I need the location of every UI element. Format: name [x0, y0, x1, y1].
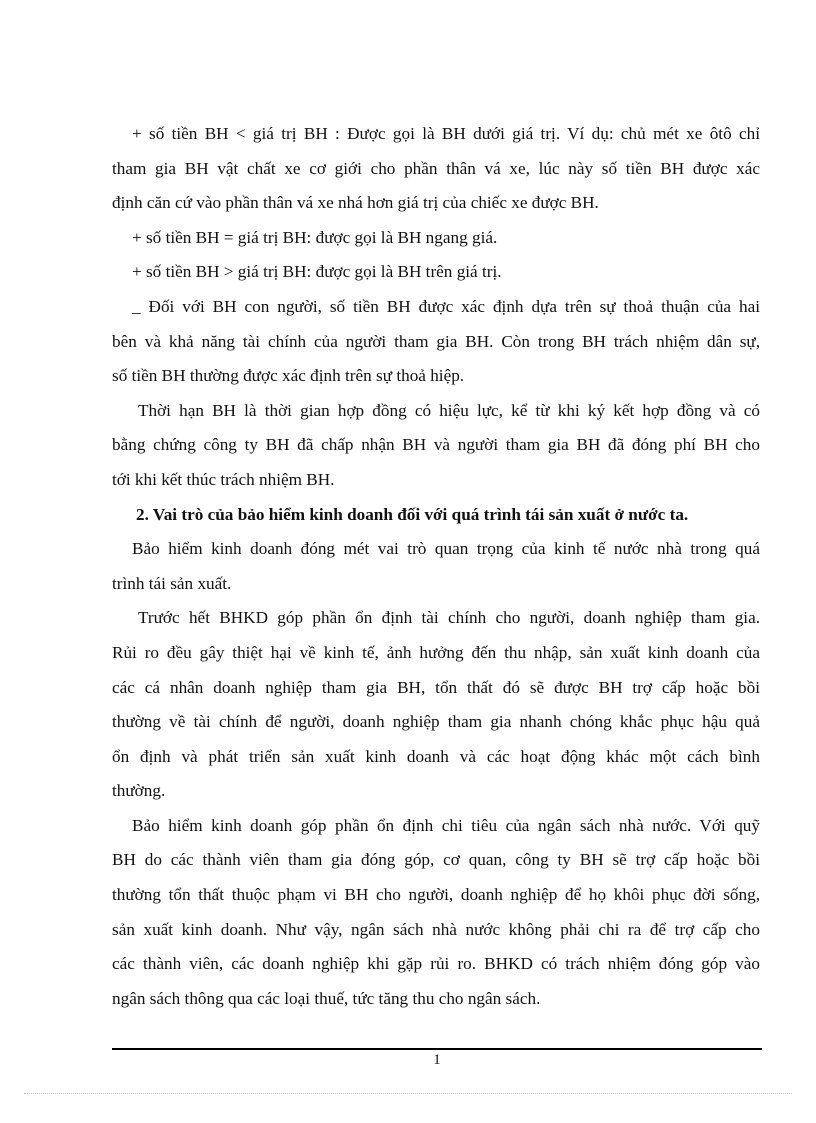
text-line: các cá nhân doanh nghiệp tham gia BH, tổn thất đó sẽ được BH trợ cấp hoặc bồi	[112, 677, 760, 697]
text-line: BH do các thành viên tham gia đóng góp, cơ quan, công ty BH sẽ trợ cấp hoặc bồi	[112, 850, 760, 870]
text-line: tham gia BH vật chất xe cơ giới cho phần thân vá xe, lúc này số tiền BH được xác	[112, 158, 760, 178]
text-line: bằng chứng công ty BH đã chấp nhận BH và người tham gia BH đã đóng phí BH cho	[112, 435, 760, 455]
text-line: thường về tài chính để người, doanh nghiệp tham gia nhanh chóng khắc phục hậu quả	[112, 712, 760, 732]
text-line: bên và khả năng tài chính của người tham gia BH. Còn trong BH trách nhiệm dân sự,	[112, 331, 760, 351]
footer-rule	[112, 1048, 762, 1050]
body-text	[112, 117, 760, 1016]
text-line: thường.	[112, 781, 166, 801]
page-edge-divider	[24, 1093, 792, 1094]
text-line: ổn định và phát triển sản xuất kinh doanh và các hoạt động khác một cách bình	[112, 746, 760, 766]
text-line: ngân sách thông qua các loại thuế, tức tăng thu cho ngân sách.	[112, 988, 541, 1008]
text-line: _ Đối với BH con người, số tiền BH được xác định dựa trên sự thoả thuận của hai	[132, 296, 760, 316]
text-line: thường tổn thất thuộc phạm vi BH cho người, doanh nghiệp để họ khôi phục đời sống,	[112, 885, 760, 905]
text-line: Bảo hiểm kinh doanh góp phần ổn định chi tiêu của ngân sách nhà nước. Với quỹ	[132, 815, 760, 835]
text-line: định căn cứ vào phần thân vá xe nhá hơn giá trị của chiếc xe được BH.	[112, 193, 599, 213]
text-line: Thời hạn BH là thời gian hợp đồng có hiệu lực, kể từ khi ký kết hợp đồng và có	[138, 400, 760, 420]
text-line: + số tiền BH = giá trị BH: được gọi là BH ngang giá.	[132, 227, 498, 247]
text-line: Bảo hiểm kinh doanh đóng mét vai trò quan trọng của kinh tế nước nhà trong quá	[132, 539, 760, 559]
text-line: trình tái sản xuất.	[112, 573, 232, 593]
text-line: tới khi kết thúc trách nhiệm BH.	[112, 469, 335, 489]
text-line: + số tiền BH < giá trị BH : Được gọi là BH dưới giá trị. Ví dụ: chủ mét xe ôtô chỉ	[132, 124, 760, 143]
text-line: + số tiền BH > giá trị BH: được gọi là BH trên giá trị.	[132, 262, 502, 282]
page-number: 1	[433, 1052, 441, 1068]
text-line: Rủi ro đều gây thiệt hại về kinh tế, ảnh hưởng đến thu nhập, sản xuất kinh doanh của	[112, 642, 760, 662]
text-line: số tiền BH thường được xác định trên sự thoả hiệp.	[112, 366, 465, 386]
section-heading: 2. Vai trò của bảo hiểm kinh doanh đối với quá trình tái sản xuất ở nước ta.	[136, 504, 689, 524]
text-line: Trước hết BHKD góp phần ổn định tài chính cho người, doanh nghiệp tham gia.	[138, 608, 760, 628]
text-line: các thành viên, các doanh nghiệp khi gặp rủi ro. BHKD có trách nhiệm đóng góp vào	[112, 954, 760, 974]
text-line: sản xuất kinh doanh. Như vậy, ngân sách nhà nước không phải chi ra để trợ cấp cho	[112, 919, 760, 939]
